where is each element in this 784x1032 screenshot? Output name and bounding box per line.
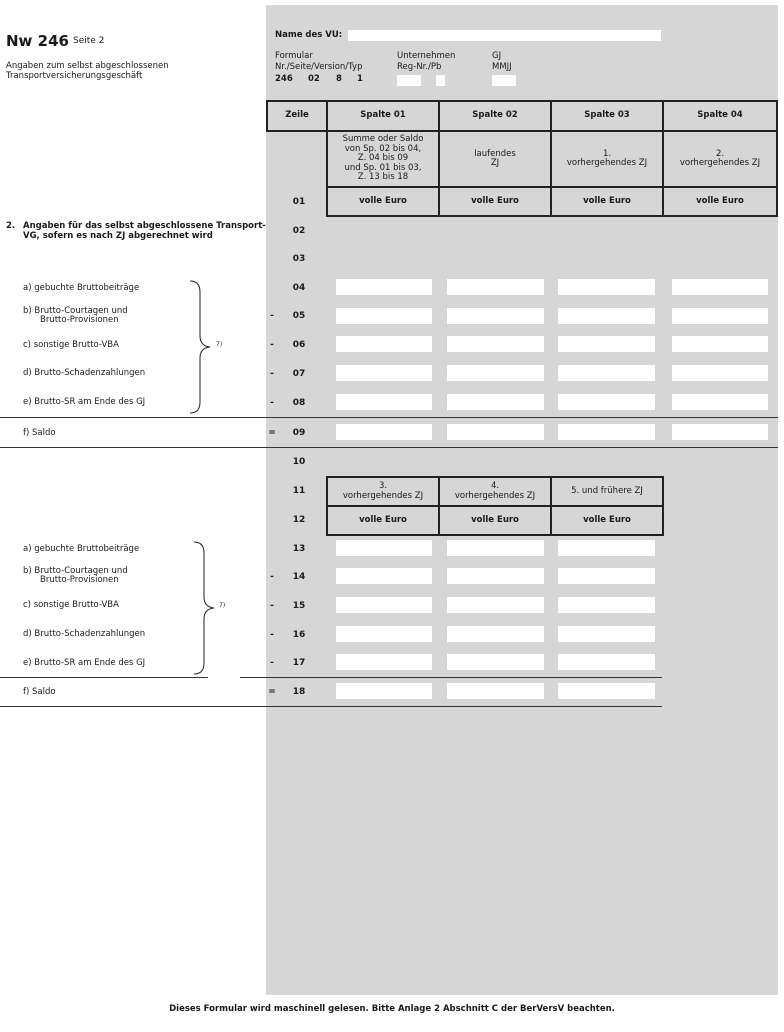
sign-minus-17: - — [270, 658, 274, 668]
field-r16-c01[interactable] — [336, 626, 432, 642]
field-r04-c01[interactable] — [336, 279, 432, 295]
column-desc-04-line1: 2. — [715, 148, 725, 159]
row-number-16: 16 — [292, 630, 306, 640]
field-r13-c01[interactable] — [336, 540, 432, 556]
column-desc-04 — [662, 130, 778, 188]
field-r08-c04[interactable] — [672, 394, 768, 410]
column-desc-03 — [550, 130, 664, 188]
field-r16-c02[interactable] — [447, 626, 544, 642]
field-r15-c03[interactable] — [558, 597, 655, 613]
row-number-05: 05 — [292, 311, 306, 321]
unit-2-col-01: volle Euro — [326, 505, 440, 536]
divider-block-1 — [0, 447, 778, 448]
divider-block-2 — [0, 706, 662, 707]
row-number-08: 08 — [292, 398, 306, 408]
item-d-label-2: d) Brutto-Schadenzahlungen — [23, 629, 146, 639]
field-r04-c02[interactable] — [447, 279, 544, 295]
column-header-04: Spalte 04 — [662, 100, 778, 132]
field-r14-c03[interactable] — [558, 568, 655, 584]
field-r18-c02[interactable] — [447, 683, 544, 699]
column-header-2-02-line1: 4. — [490, 481, 500, 491]
unit-col-02: volle Euro — [438, 186, 552, 217]
sign-minus-08: - — [270, 398, 274, 408]
column-header-02: Spalte 02 — [438, 100, 552, 132]
field-r06-c01[interactable] — [336, 336, 432, 352]
item-b-label-line1: b) Brutto-Courtagen und — [23, 306, 128, 316]
field-r16-c03[interactable] — [558, 626, 655, 642]
row-number-03: 03 — [292, 254, 306, 264]
column-header-2-01 — [326, 476, 440, 507]
sign-minus-14: - — [270, 572, 274, 582]
row-number-12: 12 — [292, 515, 306, 525]
nr-value-type: 1 — [357, 74, 363, 84]
subtitle-line2: Transportversicherungsgeschäft — [6, 71, 143, 81]
item-b-label-2-line2: Brutto-Provisionen — [40, 575, 119, 585]
field-r05-c02[interactable] — [447, 308, 544, 324]
column-desc-01 — [326, 130, 440, 188]
row-number-17: 17 — [292, 658, 306, 668]
field-r13-c02[interactable] — [447, 540, 544, 556]
unit-col-04: volle Euro — [662, 186, 778, 217]
field-r06-c03[interactable] — [558, 336, 655, 352]
row-number-06: 06 — [292, 340, 306, 350]
unit-2-col-03: volle Euro — [550, 505, 664, 536]
gj-field[interactable] — [492, 75, 516, 86]
gj-label: GJ — [492, 51, 502, 61]
column-header-2-02-line2: vorhergehendes ZJ — [454, 490, 536, 501]
item-a-label-2: a) gebuchte Bruttobeiträge — [23, 544, 140, 554]
footer-note: Dieses Formular wird maschinell gelesen. Bitte Anlage 2 Abschnitt C der BerVersV beachten. — [169, 1004, 615, 1014]
column-header-01: Spalte 01 — [326, 100, 440, 132]
column-header-2-03: 5. und frühere ZJ — [550, 476, 664, 507]
nr-value-page: 02 — [308, 74, 320, 84]
sign-minus-15: - — [270, 601, 274, 611]
item-d-label: d) Brutto-Schadenzahlungen — [23, 368, 146, 378]
formular-label: Formular — [275, 51, 313, 61]
sign-equals-18: = — [268, 687, 276, 697]
field-r18-c01[interactable] — [336, 683, 432, 699]
regnr-label: Reg-Nr./Pb — [397, 62, 442, 72]
sign-minus-05: - — [270, 311, 274, 321]
nr-value-version: 8 — [336, 74, 342, 84]
item-e-label: e) Brutto-SR am Ende des GJ — [23, 397, 146, 407]
field-r04-c03[interactable] — [558, 279, 655, 295]
column-desc-02-line2: ZJ — [490, 158, 500, 168]
unit-col-01: volle Euro — [326, 186, 440, 217]
sign-minus-06: - — [270, 340, 274, 350]
column-header-2-01-line1: 3. — [378, 481, 388, 491]
field-r09-c02[interactable] — [447, 424, 544, 440]
column-header-2-02 — [438, 476, 552, 507]
form-code: Nw 246 — [6, 32, 69, 50]
field-r17-c02[interactable] — [447, 654, 544, 670]
field-r09-c03[interactable] — [558, 424, 655, 440]
row-number-14: 14 — [292, 572, 306, 582]
column-header-2-01-line2: vorhergehendes ZJ — [342, 490, 424, 501]
field-r06-c02[interactable] — [447, 336, 544, 352]
vu-label: Name des VU: — [275, 30, 343, 40]
field-r05-c01[interactable] — [336, 308, 432, 324]
column-desc-01-line4: und Sp. 01 bis 03, — [344, 162, 422, 173]
column-desc-01-line1: Summe oder Saldo — [342, 134, 424, 145]
section2-title-line1: Angaben für das selbst abgeschlossene Transport- — [23, 221, 266, 231]
field-r06-c04[interactable] — [672, 336, 768, 352]
row-number-01: 01 — [292, 197, 306, 207]
column-desc-02 — [438, 130, 552, 188]
field-r15-c02[interactable] — [447, 597, 544, 613]
column-desc-01-line2: von Sp. 02 bis 04, — [344, 143, 422, 154]
field-r13-c03[interactable] — [558, 540, 655, 556]
row-number-13: 13 — [292, 544, 306, 554]
regnr-field[interactable] — [397, 75, 421, 86]
row-number-04: 04 — [292, 283, 306, 293]
field-r17-c03[interactable] — [558, 654, 655, 670]
unit-2-col-02: volle Euro — [438, 505, 552, 536]
field-r18-c03[interactable] — [558, 683, 655, 699]
column-desc-03-line2: vorhergehendes ZJ — [566, 158, 648, 168]
item-c-label: c) sonstige Brutto-VBA — [23, 340, 119, 350]
column-desc-01-line5: Z. 13 bis 18 — [357, 172, 409, 183]
divider-saldo-2-left — [0, 677, 208, 678]
sign-equals-09: = — [268, 428, 276, 438]
field-r08-c02[interactable] — [447, 394, 544, 410]
column-desc-04-line2: vorhergehendes ZJ — [679, 158, 761, 168]
field-r14-c02[interactable] — [447, 568, 544, 584]
vu-name-field[interactable] — [348, 30, 661, 41]
footnote-ref-2: 7) — [219, 602, 226, 609]
column-desc-03-line1: 1. — [602, 148, 612, 159]
field-r09-c04[interactable] — [672, 424, 768, 440]
field-r17-c01[interactable] — [336, 654, 432, 670]
field-r14-c01[interactable] — [336, 568, 432, 584]
field-r07-c03[interactable] — [558, 365, 655, 381]
item-f-label-2: f) Saldo — [23, 687, 56, 697]
field-r08-c03[interactable] — [558, 394, 655, 410]
subtitle-line1: Angaben zum selbst abgeschlossenen — [6, 61, 169, 71]
item-e-label-2: e) Brutto-SR am Ende des GJ — [23, 658, 146, 668]
row-number-07: 07 — [292, 369, 306, 379]
section2-number: 2. — [6, 221, 16, 231]
item-b-label-line2: Brutto-Provisionen — [40, 315, 119, 325]
row-number-02: 02 — [292, 226, 306, 236]
zeile-header: Zeile — [266, 100, 328, 132]
pb-field[interactable] — [436, 75, 445, 86]
item-c-label-2: c) sonstige Brutto-VBA — [23, 600, 119, 610]
footnote-ref-1: 7) — [216, 341, 223, 348]
sign-minus-16: - — [270, 630, 274, 640]
sign-minus-07: - — [270, 369, 274, 379]
row-number-11: 11 — [292, 486, 306, 496]
field-r15-c01[interactable] — [336, 597, 432, 613]
unit-col-03: volle Euro — [550, 186, 664, 217]
section2-title-line2: VG, sofern es nach ZJ abgerechnet wird — [23, 231, 213, 241]
nr-label: Nr./Seite/Version/Typ — [275, 62, 363, 72]
row-number-18: 18 — [292, 687, 306, 697]
brace-icon — [186, 280, 216, 414]
item-a-label: a) gebuchte Bruttobeiträge — [23, 283, 140, 293]
item-b-label-2-line1: b) Brutto-Courtagen und — [23, 566, 128, 576]
mmjj-label: MMJJ — [492, 62, 512, 72]
column-desc-01-line3: Z. 04 bis 09 — [357, 153, 409, 164]
page-label: Seite 2 — [73, 36, 105, 46]
field-r05-c04[interactable] — [672, 308, 768, 324]
field-r08-c01[interactable] — [336, 394, 432, 410]
row-number-15: 15 — [292, 601, 306, 611]
field-r04-c04[interactable] — [672, 279, 768, 295]
row-number-09: 09 — [292, 428, 306, 438]
nr-value-form: 246 — [275, 74, 293, 84]
column-desc-02-line1: laufendes — [474, 148, 516, 159]
item-f-label: f) Saldo — [23, 428, 56, 438]
column-header-03: Spalte 03 — [550, 100, 664, 132]
divider-saldo-2-right — [240, 677, 662, 678]
row-number-10: 10 — [292, 457, 306, 467]
field-r09-c01[interactable] — [336, 424, 432, 440]
field-r07-c04[interactable] — [672, 365, 768, 381]
field-r05-c03[interactable] — [558, 308, 655, 324]
divider-saldo-1 — [0, 417, 778, 418]
brace-icon-2 — [190, 541, 220, 675]
field-r07-c02[interactable] — [447, 365, 544, 381]
field-r07-c01[interactable] — [336, 365, 432, 381]
unternehmen-label: Unternehmen — [397, 51, 456, 61]
